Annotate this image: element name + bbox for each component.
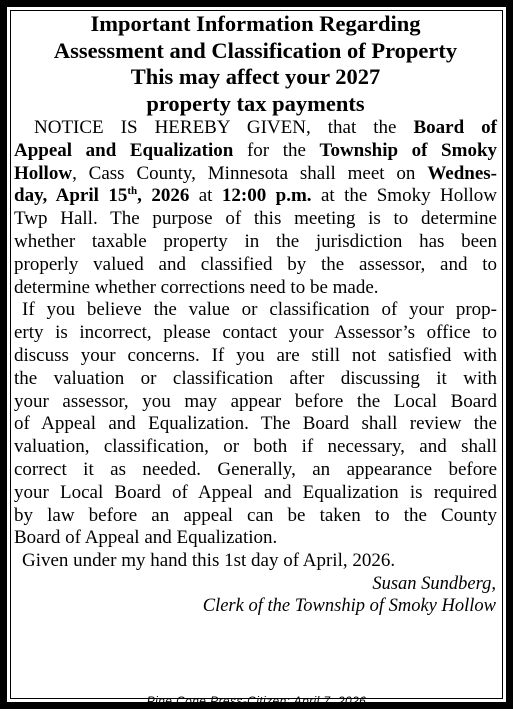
appeal-line: If you believe the value or classification of your prop- bbox=[22, 299, 497, 321]
signature-name: Susan Sundberg, bbox=[372, 573, 496, 594]
text-run: at bbox=[189, 185, 222, 207]
meeting-line: whether taxable property in the jurisdiction has been bbox=[14, 230, 497, 252]
appeal-line: your assessor, you may appear before the Local Board bbox=[14, 390, 497, 412]
meeting-line bbox=[14, 117, 497, 140]
board-name-bold: Appeal and Equalization bbox=[14, 139, 234, 161]
appeal-line: discuss your concerns. If you are still not satisfied with bbox=[14, 344, 497, 366]
text-run: , Cass County, Minnesota shall meet on bbox=[72, 162, 428, 184]
township-name-bold: Hollow bbox=[14, 162, 73, 184]
appeal-line: by law before an appeal can be taken to the County bbox=[14, 504, 497, 526]
headline-line-3: This may affect your 2027 bbox=[130, 64, 381, 89]
notice-headline bbox=[14, 11, 497, 117]
meeting-time-bold: 12:00 p.m. bbox=[221, 185, 312, 207]
text-run: day, April 15 bbox=[14, 185, 128, 207]
board-name-bold: Board of bbox=[413, 117, 497, 138]
publication-credit: Pine Cone Press-Citizen: April 7, 2026 bbox=[146, 694, 367, 708]
appeal-line: correct it as needed. Generally, an appearance before bbox=[14, 458, 497, 480]
meeting-line bbox=[14, 140, 497, 163]
text-run: , 2026 bbox=[137, 185, 190, 207]
signature-title: Clerk of the Township of Smoky Hollow bbox=[202, 595, 496, 616]
appeal-line: your Local Board of Appeal and Equalization is required bbox=[14, 481, 497, 503]
appeal-line: of Appeal and Equalization. The Board shall review the bbox=[14, 413, 497, 435]
meeting-line: properly valued and classified by the assessor, and to bbox=[14, 253, 497, 275]
headline-line-2: Assessment and Classification of Property bbox=[53, 37, 458, 63]
appeal-paragraph bbox=[14, 299, 497, 550]
meeting-line bbox=[14, 163, 497, 186]
ordinal-suffix: th bbox=[127, 185, 138, 198]
text-run: for the bbox=[233, 139, 320, 161]
appeal-line: the valuation or classification after discussing it with bbox=[14, 367, 497, 389]
closing-paragraph bbox=[14, 550, 497, 573]
closing-line: Given under my hand this 1st day of April, 2026. bbox=[22, 550, 396, 572]
appeal-line: Board of Appeal and Equalization. bbox=[14, 527, 278, 549]
text-run: NOTICE IS HEREBY GIVEN, that the bbox=[34, 117, 414, 138]
meeting-date-bold bbox=[14, 185, 189, 206]
meeting-line bbox=[14, 185, 497, 208]
meeting-date-bold: Wednes- bbox=[427, 162, 497, 184]
notice-body bbox=[14, 117, 497, 573]
notice-content bbox=[14, 11, 497, 617]
township-name-bold: Township of Smoky bbox=[319, 139, 498, 161]
text-run: at the Smoky Hollow bbox=[311, 185, 498, 207]
headline-line-1: Important Information Regarding bbox=[90, 11, 421, 36]
signature-block bbox=[14, 573, 497, 617]
meeting-paragraph bbox=[14, 117, 497, 299]
appeal-line: valuation, classification, or both if necessary, and shall bbox=[14, 436, 497, 458]
meeting-line: determine whether corrections need to be made. bbox=[14, 276, 379, 298]
appeal-line: erty is incorrect, please contact your Assessor’s office to bbox=[14, 322, 497, 344]
headline-line-4: property tax payments bbox=[146, 90, 365, 116]
meeting-line: Twp Hall. The purpose of this meeting is to determine bbox=[14, 208, 497, 230]
